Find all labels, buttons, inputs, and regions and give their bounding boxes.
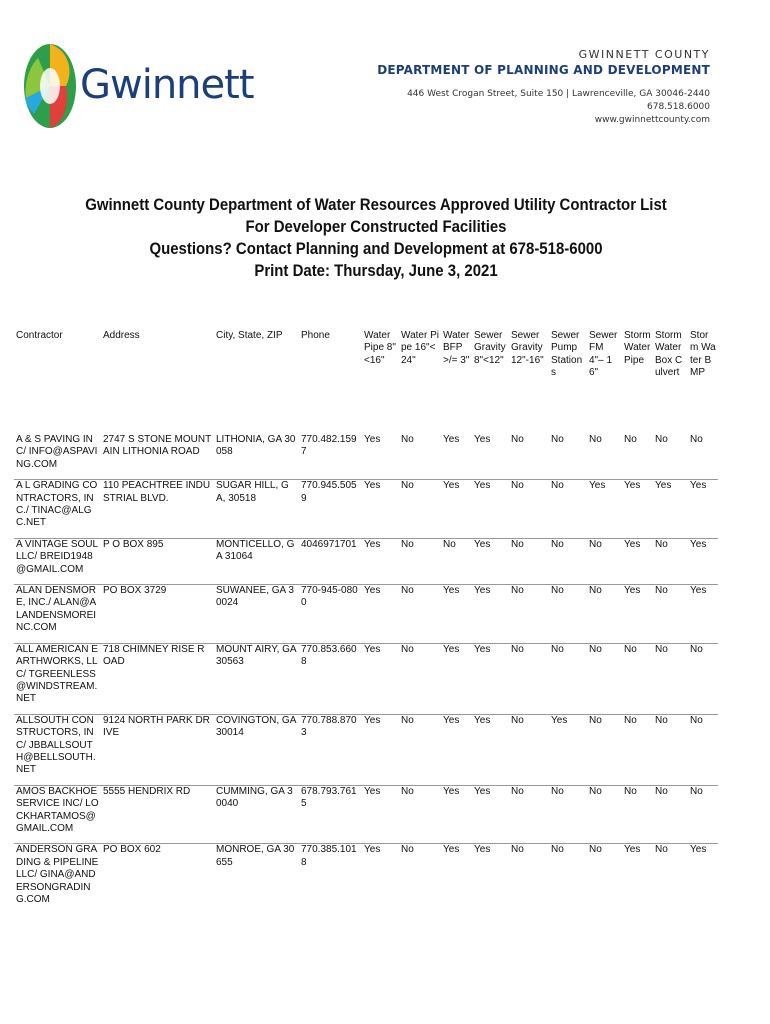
qualification-cell: Yes xyxy=(362,585,399,644)
qualification-cell: Yes xyxy=(443,434,460,445)
qualification-cell: Yes xyxy=(362,480,399,539)
contractor-cell: AMOS BACKHOE SERVICE INC/ LOCKHARTAMOS@GMAIL.COM xyxy=(14,785,101,844)
qualification-cell: Yes xyxy=(622,538,653,584)
column-header: Water Pipe 16"<24" xyxy=(401,330,439,366)
qualification-cell: No xyxy=(653,538,688,584)
qualification-cell: No xyxy=(688,714,718,785)
department-phone: 678.518.6000 xyxy=(647,102,710,112)
column-header: Storm Water Box Culvert xyxy=(655,330,683,379)
qualification-cell: No xyxy=(509,643,549,714)
title-line-3: Questions? Contact Planning and Development at 678-518-6000 xyxy=(149,239,603,258)
qualification-cell: No xyxy=(549,480,587,539)
table-row xyxy=(14,434,718,480)
qualification-cell: No xyxy=(549,643,587,714)
qualification-cell: Yes xyxy=(441,785,472,844)
phone-cell: 770.482.1597 xyxy=(301,434,357,458)
contractor-cell: ALLSOUTH CONSTRUCTORS, INC/ JBBALLSOUTH@BELLSOUTH.NET xyxy=(14,714,101,785)
qualification-cell: Yes xyxy=(364,434,381,445)
phone-cell: 770-945-0800 xyxy=(299,585,362,644)
qualification-cell: No xyxy=(624,434,637,445)
qualification-cell: Yes xyxy=(622,585,653,644)
qualification-cell: Yes xyxy=(587,480,622,539)
qualification-cell: No xyxy=(655,434,668,445)
table-row xyxy=(14,844,718,915)
address-cell: PO BOX 602 xyxy=(101,844,214,915)
qualification-cell: No xyxy=(551,434,564,445)
qualification-cell: Yes xyxy=(688,585,718,644)
column-header: Storm Water BMP xyxy=(690,330,716,379)
qualification-cell: No xyxy=(653,785,688,844)
document-title xyxy=(45,194,707,282)
contractor-cell: ALL AMERICAN EARTHWORKS, LLC/ TGREENLESS@WINDSTREAM.NET xyxy=(14,643,101,714)
qualification-cell: No xyxy=(549,538,587,584)
department-address: 446 West Crogan Street, Suite 150 | Lawrenceville, GA 30046-2440 xyxy=(407,89,710,99)
column-header: City, State, ZIP xyxy=(216,330,283,341)
qualification-cell: No xyxy=(690,434,703,445)
city-cell: COVINGTON, GA 30014 xyxy=(214,714,299,785)
qualification-cell: No xyxy=(399,714,441,785)
qualification-cell: No xyxy=(622,714,653,785)
department-website[interactable]: www.gwinnettcounty.com xyxy=(594,115,710,125)
qualification-cell: Yes xyxy=(362,538,399,584)
city-cell: SUGAR HILL, GA, 30518 xyxy=(214,480,299,539)
table-row xyxy=(14,538,718,584)
qualification-cell: No xyxy=(653,714,688,785)
phone-cell: 770.945.5059 xyxy=(299,480,362,539)
table-row xyxy=(14,714,718,785)
qualification-cell: Yes xyxy=(441,585,472,644)
qualification-cell: Yes xyxy=(622,844,653,915)
contractor-table xyxy=(14,330,718,914)
column-header: Phone xyxy=(301,330,330,341)
qualification-cell: No xyxy=(587,785,622,844)
qualification-cell: Yes xyxy=(441,480,472,539)
address-cell: 9124 NORTH PARK DRIVE xyxy=(101,714,214,785)
qualification-cell: No xyxy=(622,785,653,844)
contractor-cell: A & S PAVING INC/ INFO@ASPAVING.COM xyxy=(16,434,98,470)
qualification-cell: Yes xyxy=(472,785,509,844)
qualification-cell: No xyxy=(509,714,549,785)
qualification-cell: Yes xyxy=(549,714,587,785)
city-cell: MOUNT AIRY, GA 30563 xyxy=(214,643,299,714)
table-row xyxy=(14,585,718,644)
qualification-cell: Yes xyxy=(474,434,491,445)
qualification-cell: No xyxy=(509,480,549,539)
qualification-cell: Yes xyxy=(441,714,472,785)
qualification-cell: No xyxy=(399,585,441,644)
qualification-cell: Yes xyxy=(362,785,399,844)
city-cell: MONROE, GA 30655 xyxy=(214,844,299,915)
column-header: Water BFP >/= 3" xyxy=(443,330,470,366)
qualification-cell: No xyxy=(399,643,441,714)
logo-wordmark: Gwinnett xyxy=(80,62,254,108)
qualification-cell: No xyxy=(688,643,718,714)
qualification-cell: No xyxy=(399,785,441,844)
qualification-cell: No xyxy=(509,844,549,915)
column-header: Sewer FM 4"– 16" xyxy=(589,330,618,379)
contractor-cell: A VINTAGE SOUL LLC/ BREID1948 @GMAIL.COM xyxy=(14,538,101,584)
qualification-cell: No xyxy=(589,434,602,445)
city-cell: SUWANEE, GA 30024 xyxy=(214,585,299,644)
city-cell: CUMMING, GA 30040 xyxy=(214,785,299,844)
qualification-cell: No xyxy=(653,585,688,644)
table-header-row xyxy=(14,330,718,434)
qualification-cell: No xyxy=(509,785,549,844)
qualification-cell: Yes xyxy=(622,480,653,539)
qualification-cell: No xyxy=(587,585,622,644)
city-cell: MONTICELLO, GA 31064 xyxy=(214,538,299,584)
qualification-cell: Yes xyxy=(441,643,472,714)
qualification-cell: No xyxy=(399,844,441,915)
table-row xyxy=(14,643,718,714)
contractor-cell: A L GRADING CONTRACTORS, INC./ TINAC@ALGC.NET xyxy=(14,480,101,539)
column-header: Sewer Gravity 8"<12" xyxy=(474,330,506,366)
qualification-cell: No xyxy=(653,844,688,915)
qualification-cell: No xyxy=(549,785,587,844)
qualification-cell: Yes xyxy=(362,844,399,915)
address-cell: 2747 S STONE MOUNTAIN LITHONIA ROAD xyxy=(103,434,212,458)
qualification-cell: No xyxy=(441,538,472,584)
qualification-cell: No xyxy=(511,434,524,445)
phone-cell: 770.853.6608 xyxy=(299,643,362,714)
address-cell: 718 CHIMNEY RISE ROAD xyxy=(101,643,214,714)
qualification-cell: No xyxy=(653,643,688,714)
qualification-cell: No xyxy=(399,480,441,539)
qualification-cell: No xyxy=(688,785,718,844)
department-block xyxy=(377,48,710,125)
address-cell: 110 PEACHTREE INDUSTRIAL BLVD. xyxy=(101,480,214,539)
title-line-4: Print Date: Thursday, June 3, 2021 xyxy=(254,261,498,280)
qualification-cell: No xyxy=(509,585,549,644)
department-name: DEPARTMENT OF PLANNING AND DEVELOPMENT xyxy=(377,63,710,77)
phone-cell: 4046971701 xyxy=(299,538,362,584)
title-line-1: Gwinnett County Department of Water Resources Approved Utility Contractor List xyxy=(85,195,667,214)
table-body xyxy=(14,434,718,914)
qualification-cell: No xyxy=(587,643,622,714)
contractor-cell: ANDERSON GRADING & PIPELINE LLC/ GINA@ANDERSONGRADING.COM xyxy=(14,844,101,915)
address-cell: 5555 HENDRIX RD xyxy=(101,785,214,844)
qualification-cell: Yes xyxy=(472,844,509,915)
qualification-cell: Yes xyxy=(472,714,509,785)
column-header: Sewer Pump Stations xyxy=(551,330,583,379)
qualification-cell: No xyxy=(587,714,622,785)
qualification-cell: Yes xyxy=(362,643,399,714)
qualification-cell: No xyxy=(587,844,622,915)
qualification-cell: No xyxy=(622,643,653,714)
column-header: Address xyxy=(103,330,140,341)
table-row xyxy=(14,785,718,844)
column-header: Water Pipe 8"<16" xyxy=(364,330,396,366)
city-cell: LITHONIA, GA 30058 xyxy=(216,434,296,458)
qualification-cell: No xyxy=(401,434,414,445)
phone-cell: 770.385.1018 xyxy=(299,844,362,915)
qualification-cell: Yes xyxy=(472,480,509,539)
table-row xyxy=(14,480,718,539)
qualification-cell: Yes xyxy=(688,538,718,584)
qualification-cell: No xyxy=(509,538,549,584)
qualification-cell: Yes xyxy=(362,714,399,785)
qualification-cell: Yes xyxy=(441,844,472,915)
title-line-2: For Developer Constructed Facilities xyxy=(245,217,507,236)
qualification-cell: No xyxy=(399,538,441,584)
qualification-cell: Yes xyxy=(688,480,718,539)
phone-cell: 770.788.8703 xyxy=(299,714,362,785)
qualification-cell: No xyxy=(549,585,587,644)
county-name: GWINNETT COUNTY xyxy=(578,48,710,61)
qualification-cell: No xyxy=(549,844,587,915)
address-cell: P O BOX 895 xyxy=(101,538,214,584)
phone-cell: 678.793.7615 xyxy=(299,785,362,844)
contractor-cell: ALAN DENSMORE, INC./ ALAN@ALANDENSMOREINC.COM xyxy=(14,585,101,644)
qualification-cell: Yes xyxy=(472,643,509,714)
column-header: Sewer Gravity 12"-16" xyxy=(511,330,544,366)
qualification-cell: Yes xyxy=(472,538,509,584)
address-cell: PO BOX 3729 xyxy=(101,585,214,644)
qualification-cell: Yes xyxy=(472,585,509,644)
qualification-cell: No xyxy=(587,538,622,584)
qualification-cell: Yes xyxy=(653,480,688,539)
column-header: Storm Water Pipe xyxy=(624,330,651,366)
column-header: Contractor xyxy=(16,330,63,341)
qualification-cell: Yes xyxy=(688,844,718,915)
